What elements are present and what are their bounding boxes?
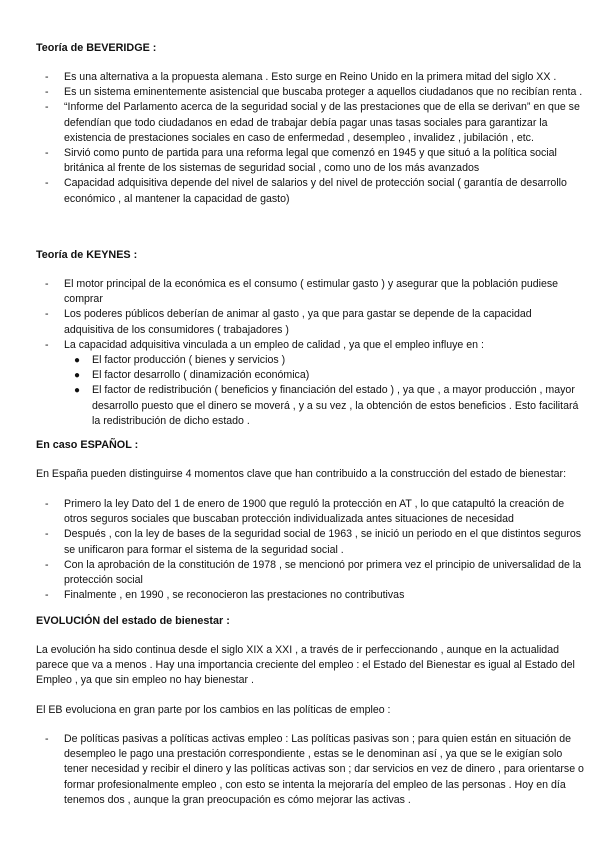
list-item: - “Informe del Parlamento acerca de la seguridad social y de las prestaciones que de ella se derivan” en que se defendían que todo ciudadanos en edad de trabajar debía pagar unas tasas sociales para garantizar la existencia de prestaciones sociales en caso de enfermedad , desempleo , invalidez , jubilación , etc. [45,101,580,144]
dash-marker: - [45,558,49,571]
dash-marker: - [45,733,49,745]
dash-marker: - [45,308,49,321]
bullet-dot: ● [74,385,81,397]
dash-marker: - [45,589,49,602]
bullet-dot: ● [74,355,81,367]
list-item: - De políticas pasivas a políticas activas empleo : Las políticas pasivas son ; para quien están en situación de desempleo le pago una prestación correspondiente , estas se le denominan así , ya que se le exigían solo tener necesidad y recibir el dinero y las políticas activas son ; dar servicios en vez de dinero , para orientarse o formar profesionalmente empleo , con esto se intenta la mejoraría del empleo de las personas . Hoy en día tenemos dos , aunque la gran preocupación es cómo mejorar las activas . [45,733,584,806]
dash-marker: - [45,338,49,351]
heading-evolucion: EVOLUCIÓN del estado de bienestar : [36,615,230,627]
bullet-dot: ● [74,370,81,382]
list-beveridge [36,70,584,207]
heading-espanol: En caso ESPAÑOL : [36,439,139,451]
paragraph-espanol-intro: En España pueden distinguirse 4 momentos clave que han contribuido a la construcción del estado de bienestar: [36,468,567,480]
sublist-item: ● El factor producción ( bienes y servicios ) [68,353,584,368]
list-item: - La capacidad adquisitiva vinculada a un empleo de calidad , ya que el empleo influye en : ● El factor producción ( bienes y servicios ) ● El factor desarrollo ( dinamización económica) ● El factor de redistribución ( beneficios y financiación del estado ) , ya que , a mayor producción , mayor desarrollo puesto que el dinero se moverá , y a su vez , la obtención de estos beneficios . Esto facilitará la redistribución de dicho estado . [36,338,584,429]
paragraph-evolucion-2: El EB evoluciona en gran parte por los cambios en las políticas de empleo : [36,704,391,716]
dash-marker: - [45,101,49,114]
list-evolucion [36,732,584,808]
paragraph-evolucion-1: La evolución ha sido continua desde el siglo XIX a XXI , a través de ir perfeccionando , aunque en la actualidad parece que va a menos . Hay una importancia creciente del empleo : el Estado del Bienestar es igual al Estado del Empleo , ya que sin empleo no hay bienestar . [36,644,575,687]
list-item: - Con la aprobación de la constitución de 1978 , se mencionó por primera vez el principio de universalidad de la protección social [45,558,582,587]
list-espanol [36,497,584,603]
heading-keynes: Teoría de KEYNES : [36,249,138,261]
list-item: - El motor principal de la económica es el consumo ( estimular gasto ) y asegurar que la población pudiese comprar [45,278,559,306]
list-item: - Sirvió como punto de partida para una reforma legal que comenzó en 1945 y que situó a la política social británica al frente de los sistemas de seguridad social , como uno de los más avanzados [45,147,557,175]
list-item: - Es una alternativa a la propuesta alemana . Esto surge en Reino Unido en la primera mitad del siglo XX . [36,70,584,85]
dash-marker: - [45,177,49,190]
list-item: - Es un sistema eminentemente asistencial que buscaba proteger a aquellos ciudadanos que no recibían renta . [36,85,584,100]
dash-marker: - [45,528,49,541]
list-keynes [36,277,584,429]
dash-marker: - [45,498,49,510]
dash-marker: - [45,278,49,290]
list-item: - Capacidad adquisitiva depende del nivel de salarios y del nivel de protección social ( garantía de desarrollo económico , al mantener la capacidad de gasto) [45,177,567,205]
list-item: - Primero la ley Dato del 1 de enero de 1900 que reguló la protección en AT , lo que catapultó la creación de otros seguros sociales que buscaban protección individualizada antes situaciones de necesidad [45,498,565,526]
dash-marker: - [45,71,49,83]
list-item: - Los poderes públicos deberían de animar al gasto , ya que para gastar se depende de la capacidad adquisitiva de los consumidores ( trabajadores ) [45,308,532,336]
list-item: - Finalmente , en 1990 , se reconocieron las prestaciones no contributivas [36,588,584,603]
sublist-item: ● El factor de redistribución ( beneficios y financiación del estado ) , ya que , a mayor producción , mayor desarrollo puesto que el dinero se moverá , y a su vez , la obtención de estos beneficios . Esto facilitará la redistribución de dicho estado . [74,384,579,427]
sublist-keynes-factors [64,353,584,429]
dash-marker: - [45,86,49,99]
sublist-item: ● El factor desarrollo ( dinamización económica) [68,368,584,383]
list-item: - Después , con la ley de bases de la seguridad social de 1963 , se inició un periodo en el que distintos seguros se unificaron para formar el sistema de la seguridad social . [45,528,582,556]
dash-marker: - [45,147,49,160]
heading-beveridge: Teoría de BEVERIDGE : [36,42,157,54]
